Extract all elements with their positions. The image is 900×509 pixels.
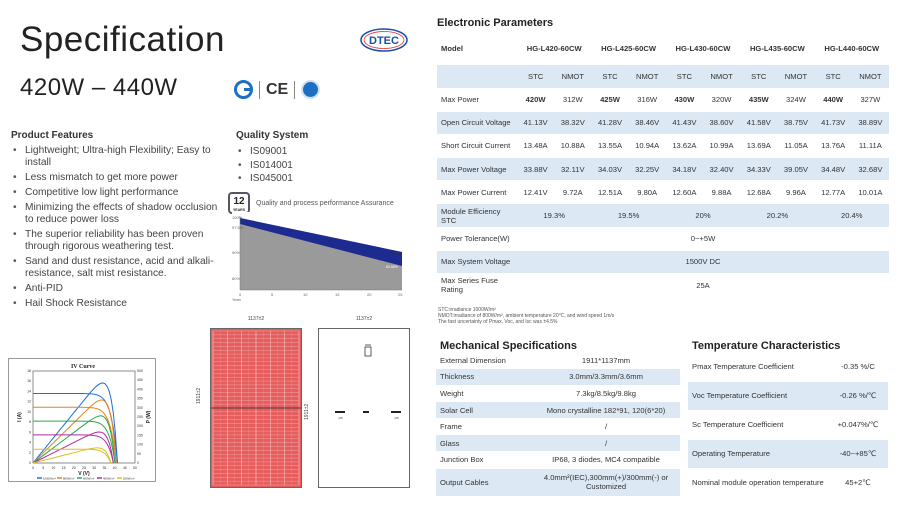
cell: 12.68A [740,181,777,204]
pv-series-line [33,448,111,463]
row-label: Short Circuit Current [437,134,517,157]
cond-label: STC [517,64,554,88]
y-left-tick-label: 6 [29,430,31,435]
power-range: 420W – 440W [20,74,178,101]
x-tick-label: 10 [51,466,56,470]
x-tick-label: 50 [133,466,137,470]
front-height-label: 1911±2 [196,387,202,404]
y-left-tick-label: 12 [27,399,31,404]
cell: 13.62A [666,134,703,157]
table-row [437,111,889,134]
feature-item: • Competitive low light performance [11,187,221,199]
y-left-tick-label: 8 [29,420,31,425]
cell: 13.55A [591,134,628,157]
deg-xtick: 5 [271,292,274,297]
table-row: Thickness 3.0mm/3.3mm/3.6mm [436,369,680,386]
table-row: Nominal module operation temperature 45+2℃ [688,468,888,497]
iv-curve-chart [8,358,156,482]
warranty-years: 12 [233,196,245,207]
quality-item: • IS014001 [236,159,406,173]
deg-xlabel: Years [232,298,241,302]
x-tick-label: 0 [32,466,34,470]
cond-label: NMOT [554,64,591,88]
feature-item: • Lightweight; Ultra-high Flexibility; Easy to install [11,145,221,170]
cell: 327W [852,88,889,111]
y-right-tick-label: 50 [137,451,141,456]
electronic-heading: Electronic Parameters [437,17,554,29]
cond-label: NMOT [852,64,889,88]
cell: 10.94A [629,134,666,157]
cond-label: NMOT [629,64,666,88]
table-row: Glass / [436,435,680,452]
y-left-tick-label: 16 [27,379,31,384]
table-row [437,204,889,227]
table-row: Weight 7.3kg/8.5kg/9.8kg [436,385,680,402]
electronic-notes [438,307,888,325]
cell: 12.77A [815,181,852,204]
cell: 11.11A [852,134,889,157]
table-row: Frame / [436,418,680,435]
x-tick-label: 25 [82,466,86,470]
y-left-tick-label: 10 [27,409,31,414]
table-row: Pmax Temperature Coefficient -0.35 %/C [688,352,888,381]
cell: 38.32V [554,111,591,134]
table-row: External Dimension 1911*1137mm [436,352,680,369]
cell: 1500V DC [517,250,889,273]
cell: 13.76A [815,134,852,157]
legend-label: 600W/m² [83,476,95,481]
legend-label: 400W/m² [103,476,115,481]
cell: 34.03V [591,158,628,181]
row-label: Module Efficiency STC [437,204,517,227]
g-cert-icon [234,80,253,99]
x-tick-label: 35 [102,466,107,470]
y-right-axis-label: P (W) [146,410,152,424]
cell: 0~+5W [517,227,889,250]
row-label: Max Power Current [437,181,517,204]
cell: 10.88A [554,134,591,157]
svg-text:J-B: J-B [394,416,399,420]
legend-label: 1000W/m² [43,476,56,481]
x-tick-label: 45 [122,466,127,470]
cell: 34.33V [740,158,777,181]
cell: 9.96A [777,181,814,204]
row-label: Max System Voltage [437,250,517,273]
deg-ytick: 90% [232,250,241,255]
feature-item: • Anti-PID [11,283,221,295]
y-left-tick-label: 0 [29,461,31,465]
cell: 39.05V [777,158,814,181]
table-row: Sc Temperature Coefficient +0.047%/℃ [688,410,888,439]
table-row [437,227,889,250]
deg-xtick: 15 [335,292,340,297]
x-axis-label: V (V) [78,471,90,477]
warranty-row [228,192,428,214]
row-label: Open Circuit Voltage [437,111,517,134]
x-tick-label: 15 [61,466,66,470]
y-right-tick-label: 400 [137,387,143,392]
table-row: Voc Temperature Coefficient -0.26 %/℃ [688,381,888,410]
cell: 34.18V [666,158,703,181]
temperature-heading: Temperature Characteristics [692,340,841,352]
cell: 11.05A [777,134,814,157]
cell: 420W [517,88,554,111]
deg-xtick: 25 [398,292,403,297]
x-tick-label: 20 [71,466,76,470]
cell: 32.68V [852,158,889,181]
cell: 19.3% [517,204,591,227]
table-row [437,88,889,111]
back-width-label: 1137±2 [355,316,373,322]
x-tick-label: 5 [42,466,45,470]
quality-item: • IS045001 [236,172,406,186]
cell: 32.25V [629,158,666,181]
cell: 20.4% [815,204,889,227]
cond-label: NMOT [703,64,740,88]
cell: 440W [815,88,852,111]
page-title: Specification [20,20,225,59]
note-line: STC:irradiance 1000W/m² [438,307,496,313]
legend-label: 200W/m² [123,476,135,481]
certification-logos [234,80,320,99]
cell: 19.5% [591,204,665,227]
cell: 41.43V [666,111,703,134]
deg-xtick: 10 [303,292,308,297]
deg-ytick: 80% [232,276,241,281]
deg-ytick: 100% [232,215,243,220]
dtec-logo [360,28,408,52]
y-left-tick-label: 4 [29,440,31,445]
y-right-tick-label: 350 [137,396,143,401]
deg-label-b: 80.68% [386,265,398,269]
cell: 41.58V [740,111,777,134]
cell: 9.72A [554,181,591,204]
cell: 33.88V [517,158,554,181]
table-row [437,250,889,273]
cell: 320W [703,88,740,111]
panel-back-drawing [318,328,410,488]
quality-item: • IS09001 [236,145,406,159]
ce-mark: CE [266,80,289,98]
table-row: Solar Cell Mono crystalline 182*91, 120(6*20) [436,402,680,419]
temperature-table [688,352,888,498]
cell: 324W [777,88,814,111]
degradation-chart [232,212,410,302]
cond-label: NMOT [777,64,814,88]
iv-title: IV Curve [70,364,96,370]
y-right-tick-label: 250 [137,415,143,419]
cell: 12.41V [517,181,554,204]
row-label: Max Series Fuse Rating [437,274,517,297]
table-row [437,158,889,181]
cell: 38.75V [777,111,814,134]
quality-system [236,130,406,186]
legend-label: 800W/m² [63,476,75,481]
model-name: HG-L425-60CW [591,34,665,64]
panel-front-drawing [210,328,302,488]
cell: 34.48V [815,158,852,181]
deg-label-a: 84.8% [392,252,402,256]
deg-xtick: 0 [239,292,242,297]
model-name: HG-L435-60CW [740,34,814,64]
cell: 38.46V [629,111,666,134]
product-features [11,130,221,313]
brand-name: DTEC [369,35,399,47]
model-label: Model [437,34,517,64]
cell: 435W [740,88,777,111]
model-name: HG-L440-60CW [815,34,889,64]
cell: 41.73V [815,111,852,134]
cell: 38.89V [852,111,889,134]
warranty-unit: YEARS [232,208,246,212]
deg-ytick: 97.5% [232,225,244,230]
feature-item: • Less mismatch to get more power [11,172,221,184]
cell: 13.69A [740,134,777,157]
y-right-tick-label: 150 [137,433,143,438]
cell: 38.60V [703,111,740,134]
cell: 9.80A [629,181,666,204]
cell: 20.2% [740,204,814,227]
cell: 25A [517,274,889,297]
front-width-label: 1137±2 [247,316,265,322]
feature-item: • Minimizing the effects of shadow occlusion to reduce power loss [11,202,221,227]
mechanical-heading: Mechanical Specifications [440,340,577,352]
row-label: Power Tolerance(W) [437,227,517,250]
note-line: NMOT:irradiance of 800W/m², ambient temperature 20℃, and wind speed 1m/s [438,313,615,319]
feature-item: • The superior reliability has been proven through rigorous weathering test. [11,229,221,254]
cell: 12.60A [666,181,703,204]
mechanical-table [436,352,680,497]
y-right-tick-label: 0 [137,461,139,465]
table-row [437,34,889,64]
electronic-table [437,34,889,297]
quality-heading: Quality System [236,130,309,141]
cell: 10.01A [852,181,889,204]
table-row: Output Cables 4.0mm²(IEC),300mm(+)/300mm(-) or Customized [436,468,680,496]
y-left-axis-label: I (A) [17,412,23,422]
cell: 425W [591,88,628,111]
cell: 41.28V [591,111,628,134]
table-row [437,64,889,88]
cond-label: STC [740,64,777,88]
table-row [437,134,889,157]
deg-xtick: 20 [367,292,372,297]
y-right-tick-label: 500 [137,369,143,373]
features-heading: Product Features [11,130,94,141]
y-right-tick-label: 450 [137,378,143,383]
cell: 312W [554,88,591,111]
cell: 12.51A [591,181,628,204]
cell: 10.99A [703,134,740,157]
model-name: HG-L420-60CW [517,34,591,64]
cond-label: STC [591,64,628,88]
cond-label: STC [666,64,703,88]
cond-label: STC [815,64,852,88]
table-row: Junction Box IP68, 3 diodes, MC4 compatible [436,452,680,469]
y-right-tick-label: 200 [137,424,143,429]
warranty-badge [228,192,250,214]
y-left-tick-label: 2 [29,450,31,455]
warranty-text: Quality and process performance Assurance [256,199,394,207]
cell: 316W [629,88,666,111]
feature-item: • Sand and dust resistance, acid and alkali-resistance, salt mist resistance. [11,256,221,281]
note-line: The fast uncertainty of Pmax, Voc, and Isc was ±4.5% [438,319,558,325]
row-label: Max Power [437,88,517,111]
cell: 9.88A [703,181,740,204]
model-name: HG-L430-60CW [666,34,740,64]
x-tick-label: 40 [112,466,117,470]
y-left-tick-label: 18 [27,369,31,373]
cell: 20% [666,204,740,227]
tuv-cert-icon [301,80,320,99]
table-row [437,181,889,204]
back-height-label: 1911±2 [304,403,310,420]
cell: 41.13V [517,111,554,134]
y-left-tick-label: 14 [27,389,31,394]
cell: 13.48A [517,134,554,157]
table-row: Operating Temperature -40~+85℃ [688,439,888,468]
cell: 430W [666,88,703,111]
y-right-tick-label: 100 [137,442,143,447]
cell: 32.11V [554,158,591,181]
feature-item: • Hail Shock Resistance [11,298,221,310]
table-row [437,274,889,297]
row-label: Max Power Voltage [437,158,517,181]
y-right-tick-label: 300 [137,405,143,410]
cell: 32.40V [703,158,740,181]
x-tick-label: 30 [92,466,97,470]
svg-text:J-B: J-B [338,416,343,420]
